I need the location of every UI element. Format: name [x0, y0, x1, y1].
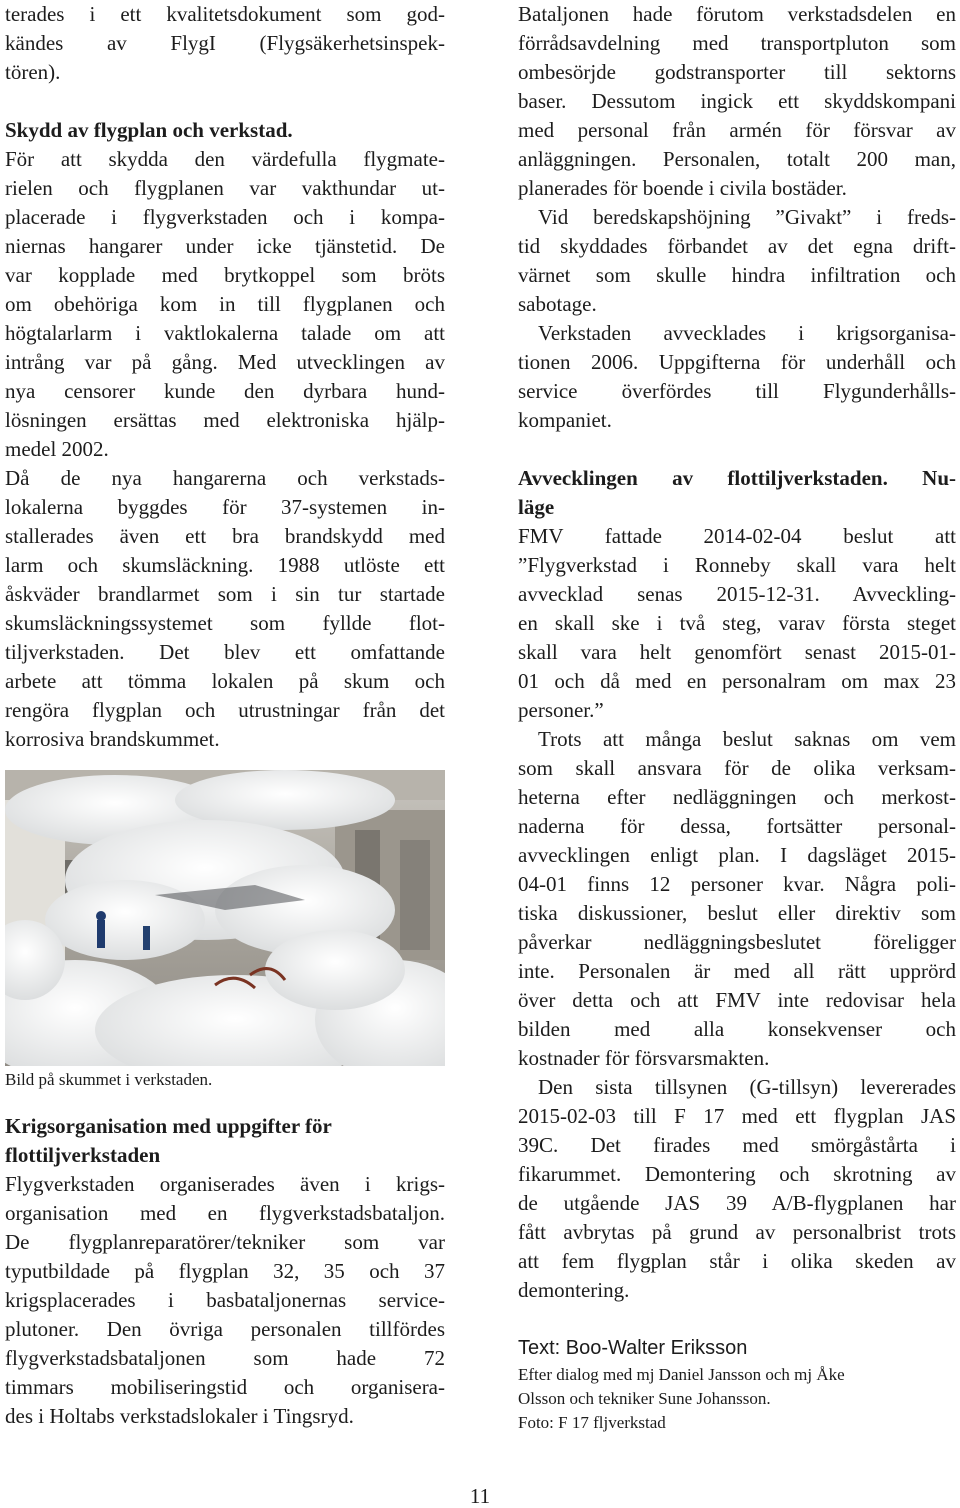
bataljon-paragraph — [518, 0, 956, 203]
text-line: kostnader för försvarsmakten. — [518, 1046, 770, 1070]
text-line: 2015-02-03 till F 17 med ett flygplan JAS — [518, 1104, 956, 1128]
text-line: planerades för boende i civila bostäder. — [518, 176, 847, 200]
text-line: över detta och att FMV inte redovisar hela — [518, 988, 956, 1012]
text-line: des i Holtabs verkstadslokaler i Tingsryd. — [5, 1404, 354, 1428]
givakt-paragraph — [518, 203, 956, 319]
text-line: fått avbrytas på grund av personalbrist trots — [518, 1220, 956, 1244]
credit-line: Olsson och tekniker Sune Johansson. — [518, 1389, 771, 1408]
text-line: Vid beredskapshöjning ”Givakt” i freds- — [538, 205, 956, 229]
text-line: om obehöriga kom in till flygplanen och — [5, 292, 445, 316]
text-line: påverkar nedläggningsbeslutet föreligger — [518, 930, 956, 954]
foam-photo — [5, 770, 445, 1066]
hangar-paragraph — [5, 464, 445, 754]
text-line: avvecklad senas 2015-12-31. Avveckling- — [518, 582, 956, 606]
text-line: Trots att många beslut saknas om vem — [538, 727, 956, 751]
text-line: De flygplanreparatörer/tekniker som var — [5, 1230, 445, 1254]
text-line: krigsplacerades i basbataljonernas service- — [5, 1288, 445, 1312]
text-line: 04-01 finns 12 personer kvar. Några poli- — [518, 872, 956, 896]
text-line: intrång var på gång. Med utvecklingen av — [5, 350, 445, 374]
text-line: Bataljonen hade förutom verkstadsdelen en — [518, 2, 956, 26]
text-line: flygverkstadsbataljonen som hade 72 — [5, 1346, 445, 1370]
text-line: korrosiva brandskummet. — [5, 727, 220, 751]
text-line: bilden med alla konsekvenser och — [518, 1017, 956, 1041]
text-line: ombesörjde godstransporter till sektorns — [518, 60, 956, 84]
krig-section — [5, 1112, 445, 1431]
text-line: naderna för dessa, fortsätter personal- — [518, 814, 956, 838]
text-line: 01 och då med en personalram om max 23 — [518, 669, 956, 693]
intro-paragraph — [5, 0, 445, 87]
text-line: tid skyddades förbandet av det egna drift- — [518, 234, 956, 258]
text-line: plutoner. Den övriga personalen tillfördes — [5, 1317, 445, 1341]
text-line: demontering. — [518, 1278, 630, 1302]
text-line: rielen och flygplanen var vakthundar ut- — [5, 176, 445, 200]
text-line: sabotage. — [518, 292, 597, 316]
text-line: att fem flygplan står i olika skeden av — [518, 1249, 956, 1273]
text-line: lösningen ersättas med elektroniska hjälp- — [5, 408, 445, 432]
text-line: värnet som skulle hindra infiltration och — [518, 263, 956, 287]
text-line: Flygverkstaden organiserades även i krigs- — [5, 1172, 445, 1196]
text-line: nya censorer kunde den dyrbara hund- — [5, 379, 445, 403]
text-line: stallerades även ett bra brandskydd med — [5, 524, 445, 548]
left-column — [5, 0, 445, 754]
text-line: placerade i flygverkstaden och i kompa- — [5, 205, 445, 229]
text-line: organisation med en flygverkstadsbataljon. — [5, 1201, 445, 1225]
text-line: tören). — [5, 60, 61, 84]
text-line: personer.” — [518, 698, 604, 722]
text-line: tiska diskussioner, beslut eller direktiv som — [518, 901, 956, 925]
text-line: avvecklingen enligt plan. I dagsläget 2015- — [518, 843, 956, 867]
skydd-paragraph — [5, 145, 445, 464]
section-heading-nulage: läge — [518, 495, 555, 519]
text-line: baser. Dessutom ingick ett skyddskompani — [518, 89, 956, 113]
text-line: skumsläckningssystemet som fyllde flot- — [5, 611, 445, 635]
text-line: FMV fattade 2014-02-04 beslut att — [518, 524, 956, 548]
text-line: lokalerna byggdes för 37-systemen in- — [5, 495, 445, 519]
section-heading-krig: flottiljverkstaden — [5, 1143, 161, 1167]
text-line: medel 2002. — [5, 437, 109, 461]
page-number: 11 — [469, 1484, 491, 1508]
text-line: service överfördes till Flygunderhålls- — [518, 379, 956, 403]
text-line: de utgående JAS 39 A/B-flygplanen har — [518, 1191, 956, 1215]
text-line: skall vara helt genomfört senast 2015-01- — [518, 640, 956, 664]
text-line: anläggningen. Personalen, totalt 200 man, — [518, 147, 956, 171]
text-line: ”Flygverkstad i Ronneby skall vara helt — [518, 553, 956, 577]
text-line: Verkstaden avvecklades i krigsorganisa- — [538, 321, 956, 345]
text-line: var kopplade med brytkoppel som bröts — [5, 263, 445, 287]
text-line: För att skydda den värdefulla flygmate- — [5, 147, 445, 171]
text-line: rengöra flygplan och utrustningar från det — [5, 698, 445, 722]
text-line: en skall ske i två steg, varav första steget — [518, 611, 956, 635]
section-heading-skydd: Skydd av flygplan och verkstad. — [5, 118, 293, 142]
text-line: tionen 2006. Uppgifterna för underhåll och — [518, 350, 956, 374]
text-line: Den sista tillsynen (G-tillsyn) levererades — [538, 1075, 956, 1099]
author-line: Text: Boo-Walter Eriksson — [518, 1337, 748, 1359]
krig-paragraph — [5, 1170, 445, 1431]
text-line: kändes av FlygI (Flygsäkerhetsinspek- — [5, 31, 445, 55]
text-line: Då de nya hangarerna och verkstads- — [5, 466, 445, 490]
text-line: som skall ansvara för de olika verksam- — [518, 756, 956, 780]
text-line: terades i ett kvalitetsdokument som god- — [5, 2, 445, 26]
text-line: högtalarlarm i vaktlokalerna talade om att — [5, 321, 445, 345]
text-line: inte. Personalen är med all rätt upprörd — [518, 959, 956, 983]
text-line: åskväder brandlarmet som i sin tur startade — [5, 582, 445, 606]
credit-line: Efter dialog med mj Daniel Jansson och mj Åke — [518, 1365, 845, 1384]
text-line: förrådsavdelning med transportpluton som — [518, 31, 956, 55]
text-line: timmars mobiliseringstid och organisera- — [5, 1375, 445, 1399]
section-heading-krig: Krigsorganisation med uppgifter för — [5, 1114, 332, 1138]
text-line: larm och skumsläckning. 1988 utlöste ett — [5, 553, 445, 577]
text-line: kompaniet. — [518, 408, 612, 432]
tillsyn-paragraph — [518, 1073, 956, 1305]
text-line: tiljverkstaden. Det blev ett omfattande — [5, 640, 445, 664]
photo-credit: Foto: F 17 fljverkstad — [518, 1413, 666, 1432]
fmv-paragraph — [518, 522, 956, 725]
photo-caption: Bild på skummet i verkstaden. — [5, 1070, 213, 1089]
text-line: typutbildade på flygplan 32, 35 och 37 — [5, 1259, 445, 1283]
section-heading-nulage: Avvecklingen av flottiljverkstaden. Nu- — [518, 466, 956, 490]
text-line: niernas hangarer under icke tjänstetid. De — [5, 234, 445, 258]
avveckl-paragraph — [518, 319, 956, 435]
text-line: arbete att tömma lokalen på skum och — [5, 669, 445, 693]
right-column — [518, 0, 956, 1435]
text-line: med personal från armén för försvar av — [518, 118, 956, 142]
trots-paragraph — [518, 725, 956, 1073]
text-line: heterna efter nedläggningen och merkost- — [518, 785, 956, 809]
text-line: 39C. Det firades med smörgåstårta i — [518, 1133, 956, 1157]
text-line: fikarummet. Demontering och skrotning av — [518, 1162, 956, 1186]
